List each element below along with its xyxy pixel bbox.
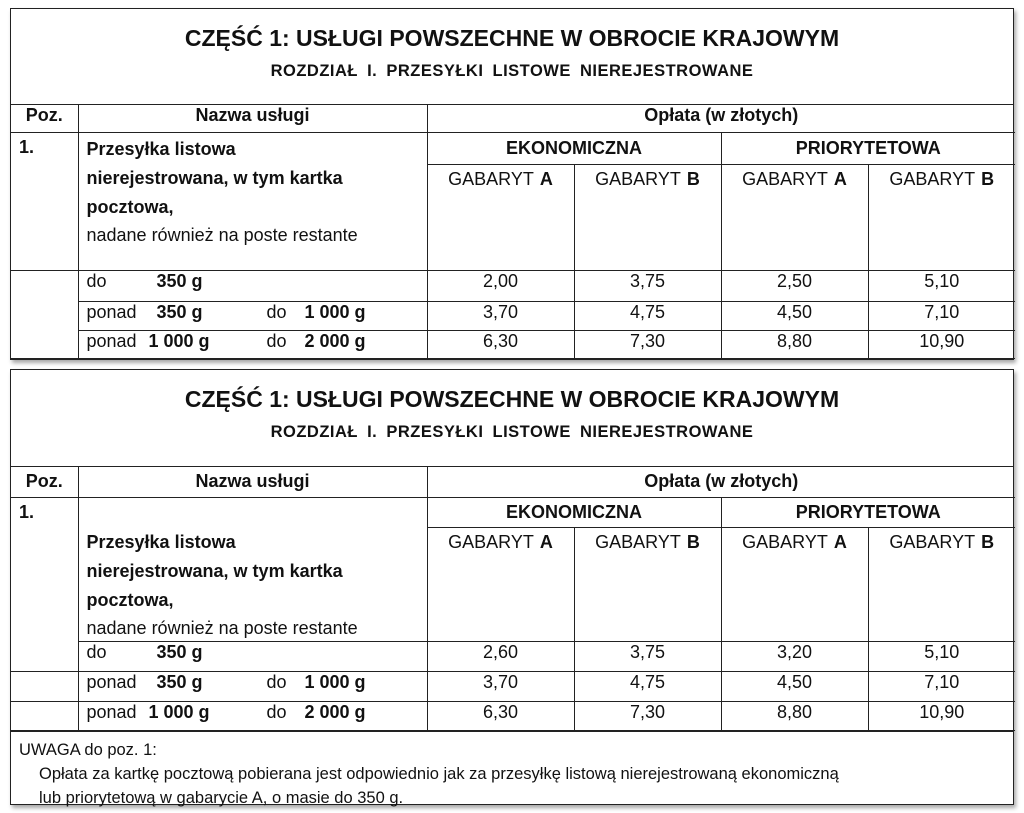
- price-cell: 7,30: [574, 701, 721, 730]
- weight-cell: ponad 1 000 g do 2 000 g: [78, 701, 427, 730]
- weight-cell: do 350 g: [78, 270, 427, 301]
- table-row: [11, 671, 1015, 701]
- column-header-row: [11, 105, 1015, 132]
- note-title: UWAGA do poz. 1:: [19, 740, 157, 759]
- price-cell: 3,70: [427, 671, 574, 701]
- table-row: [11, 301, 1015, 330]
- service-name-line: pocztowa,: [86, 196, 174, 217]
- service-name-header: Nazwa usługi: [78, 105, 427, 132]
- table-header-block: [11, 9, 1013, 105]
- price-cell: 2,00: [427, 270, 574, 301]
- price-cell: 10,90: [868, 330, 1015, 358]
- note-text: [19, 762, 1005, 810]
- weight-cell: ponad 1 000 g do 2 000 g: [78, 330, 427, 358]
- priority-header: PRIORYTETOWA: [721, 497, 1015, 527]
- price-cell: 8,80: [721, 330, 868, 358]
- gabaryt-b-header: GABARYT B: [868, 164, 1015, 270]
- item-number: 1.: [11, 132, 78, 270]
- note-line: lub priorytetową w gabarycie A, o masie do 350 g.: [39, 788, 404, 807]
- service-name-line: pocztowa,: [86, 589, 174, 610]
- table-row: [11, 641, 1015, 671]
- service-name-cell: [78, 132, 427, 270]
- price-cell: 7,10: [868, 301, 1015, 330]
- price-cell: 2,60: [427, 641, 574, 671]
- price-cell: 8,80: [721, 701, 868, 730]
- table-row: [11, 701, 1015, 730]
- empty-cell: [11, 701, 78, 730]
- category-row: [11, 132, 1015, 164]
- item-number: 1.: [11, 497, 78, 671]
- gabaryt-a-header: GABARYT A: [427, 164, 574, 270]
- service-name-note: nadane również na poste restante: [86, 617, 358, 638]
- price-cell: 2,50: [721, 270, 868, 301]
- weight-cell: do 350 g: [78, 641, 427, 671]
- price-cell: 4,50: [721, 301, 868, 330]
- price-cell: 3,75: [574, 270, 721, 301]
- category-row: [11, 497, 1015, 527]
- part-title: CZĘŚĆ 1: USŁUGI POWSZECHNE W OBROCIE KRAJOWYM: [184, 386, 840, 412]
- column-header-row: [11, 467, 1015, 497]
- price-cell: 4,50: [721, 671, 868, 701]
- price-cell: 7,10: [868, 671, 1015, 701]
- price-cell: 3,75: [574, 641, 721, 671]
- fee-header: Opłata (w złotych): [427, 467, 1015, 497]
- gabaryt-b-header: GABARYT B: [868, 527, 1015, 641]
- price-cell: 7,30: [574, 330, 721, 358]
- tariff-table-old: [10, 8, 1014, 360]
- tariff-grid: [11, 105, 1015, 359]
- gabaryt-b-header: GABARYT B: [574, 164, 721, 270]
- service-name-header: Nazwa usługi: [78, 467, 427, 497]
- service-name-cell: [78, 497, 427, 641]
- price-cell: 5,10: [868, 270, 1015, 301]
- price-cell: 4,75: [574, 671, 721, 701]
- note-block: [11, 731, 1013, 810]
- tariff-table-new: [10, 369, 1014, 805]
- fee-header: Opłata (w złotych): [427, 105, 1015, 132]
- gabaryt-b-header: GABARYT B: [574, 527, 721, 641]
- table-row: [11, 330, 1015, 358]
- empty-cell: [11, 270, 78, 358]
- service-name-line: nierejestrowana, w tym kartka: [86, 560, 343, 581]
- part-title: CZĘŚĆ 1: USŁUGI POWSZECHNE W OBROCIE KRAJOWYM: [184, 25, 840, 51]
- chapter-title: ROZDZIAŁ I. PRZESYŁKI LISTOWE NIEREJESTROWANE: [270, 423, 754, 441]
- empty-cell: [11, 671, 78, 701]
- chapter-title: ROZDZIAŁ I. PRZESYŁKI LISTOWE NIEREJESTROWANE: [270, 62, 754, 80]
- service-name-note: nadane również na poste restante: [86, 224, 358, 245]
- tariff-grid: [11, 467, 1015, 731]
- price-cell: 3,20: [721, 641, 868, 671]
- gabaryt-a-header: GABARYT A: [721, 164, 868, 270]
- table-row: [11, 270, 1015, 301]
- service-name-line: Przesyłka listowa: [86, 138, 236, 159]
- price-cell: 3,70: [427, 301, 574, 330]
- price-cell: 4,75: [574, 301, 721, 330]
- service-name-line: nierejestrowana, w tym kartka: [86, 167, 343, 188]
- service-name-line: Przesyłka listowa: [86, 531, 236, 552]
- gabaryt-a-header: GABARYT A: [721, 527, 868, 641]
- gabaryt-a-header: GABARYT A: [427, 527, 574, 641]
- pos-header: Poz.: [11, 105, 78, 132]
- table-header-block: [11, 370, 1013, 467]
- price-cell: 6,30: [427, 330, 574, 358]
- economy-header: EKONOMICZNA: [427, 132, 721, 164]
- economy-header: EKONOMICZNA: [427, 497, 721, 527]
- price-cell: 10,90: [868, 701, 1015, 730]
- price-cell: 5,10: [868, 641, 1015, 671]
- price-cell: 6,30: [427, 701, 574, 730]
- pos-header: Poz.: [11, 467, 78, 497]
- priority-header: PRIORYTETOWA: [721, 132, 1015, 164]
- weight-cell: ponad 350 g do 1 000 g: [78, 671, 427, 701]
- note-line: Opłata za kartkę pocztową pobierana jest odpowiednio jak za przesyłkę listową nierejestrowaną ekonomiczną: [39, 764, 839, 783]
- weight-cell: ponad 350 g do 1 000 g: [78, 301, 427, 330]
